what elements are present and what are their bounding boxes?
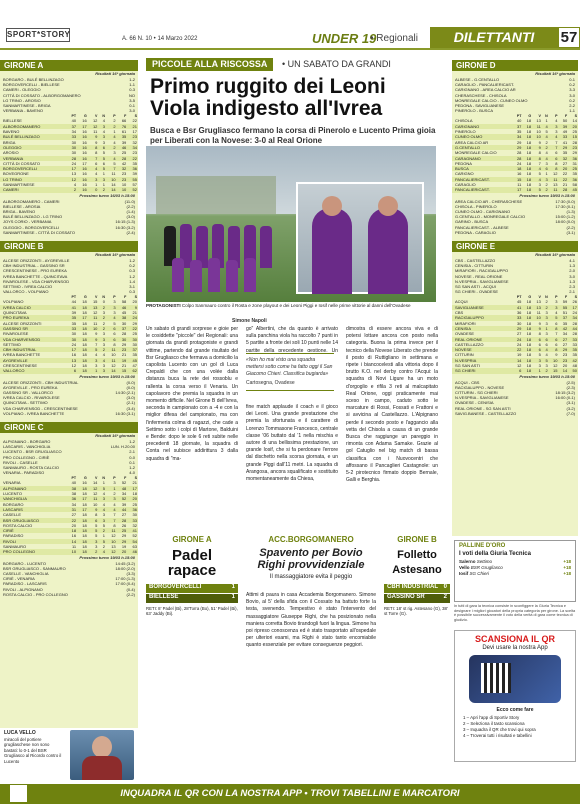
box-borgomanero [246, 534, 376, 764]
match-row: BORGARO - BULÉ BELLINZAGO 1-2 [3, 77, 135, 82]
match-row: G.CENTALLO - MONREGALE CALCIO 15:00 (1-2) [455, 214, 575, 220]
round-label: Risultati 16ª giornata [95, 252, 135, 257]
match-row: GASSINO SR - VALLORCO 14:30 (2-1) [3, 389, 135, 395]
table-row: ROSTA CALCIO 20 18 5 5 8 26 32 [3, 522, 137, 528]
table-row: SG SAN ASTI 12 18 3 3 12 20 48 [455, 362, 577, 368]
palline-doro-box [454, 540, 576, 602]
match-row: PEDONA - CARAGLIO (3-1) [455, 229, 575, 235]
list-item: Iosif SG Chieri +18 [459, 571, 571, 576]
box-header: ACC.BORGOMANERO [268, 535, 354, 544]
table-row: CITTÀ DI COSSATO 24 17 6 6 5 42 35 [3, 160, 137, 166]
match-row: SG SAN ASTI - ACQUI 2-3 [455, 284, 575, 290]
match-row: PEDONA - SAVIGLIANESE 2-2 [455, 103, 575, 109]
standings-left [0, 60, 138, 728]
match-row: AYGREVILLE - PRO EUREKA (0-0) [3, 384, 135, 390]
table-row: ALCESE ORIZZONTI 35 18 11 2 5 30 29 [3, 320, 137, 326]
table-row: BOVEGRONE 13 16 4 1 11 23 39 [3, 171, 137, 177]
box-scorers: RETI: 8' Padel (Bi), 28'Torra (Bo), 51' Padel (Bi), 63' Jaddy (Bi). [146, 606, 238, 617]
round-label: Risultati 16ª giornata [95, 71, 135, 76]
match-row: SAVIG.BANESE - CASTELLAZZO (7-0) [455, 410, 575, 416]
match-row: PINEROLO - BUSCA 1-1 [455, 108, 575, 114]
standings-table: PT G V N P F S BIELLESE 40 16 12 4 2 66 22 ALBORGOMANERO 37 17 12 3 2 76 21 BAVENO 34 16 11 4 1 61 17 BULÉ BELLINZAGO 33 16 9 3 4 35 23 BRIGA 30 16 9 3 4 39 32 OLEGGIO 30 16 8 6 2 46 34 AROSIO 30 16 8 5 3 25 23 VERBANIA 28 16 7 5 4 28 22 CITTÀ DI COSSATO 24 17 6 6 5 42 35 BORGOVERCELLI 17 16 4 5 7 32 36 BOVEGRONE 13 16 4 1 11 23 39 LG TRINO 12 16 3 3 10 23 55 SANMARTINESE 4 16 1 1 14 10 57 CAMERI 2 16 0 2 14 10 52 [0, 113, 138, 192]
box-subtitle: Il massaggiatore evita il peggio [269, 574, 353, 580]
table-row: LUCENTO 38 18 12 4 2 34 18 [3, 491, 137, 497]
page-number: 57 [558, 27, 580, 48]
match-row: CBH INDUSTRIAL - GASSINO SR 0-2 [3, 263, 135, 269]
box-header: GIRONE B [397, 535, 437, 544]
table-row: PINEROLO 35 18 10 5 3 49 25 [455, 129, 577, 135]
table-row: VENARIA 40 16 14 1 3 52 21 [3, 480, 137, 486]
match-row: CIRIÈ - VENARIA 17:00 (1-3) [3, 576, 135, 582]
qr-steps [455, 713, 575, 741]
palline-subtitle: I voti della Giuria Tecnica [459, 551, 531, 557]
table-row: OVADESE 27 18 8 3 7 34 28 [455, 331, 577, 337]
qr-how-to: Ecco come fare [496, 707, 534, 713]
footer-qr-icon [10, 785, 27, 802]
box-group-a [146, 534, 238, 617]
match-row: ALBESE - G.CENTALLO 0-1 [455, 77, 575, 82]
table-row: BAVENO 34 16 11 4 1 61 17 [3, 129, 137, 135]
group-b [0, 241, 138, 416]
table-row: QUINCITAVA 39 18 12 3 3 45 21 [3, 310, 137, 316]
match-row: SANMARTINESE - CITTÀ DI COSSATO (2-4) [3, 229, 135, 235]
table-row: CASELLE 27 18 8 3 7 27 30 [3, 512, 137, 518]
next-round-label: Prossimo turno 16/03 h.15:00 [79, 192, 135, 198]
list-item: Vello BSR Grugliasco +18 [459, 565, 571, 570]
match-row: CRESCENTINESE - PRO EUREKA 0-3 [3, 268, 135, 274]
table-row: REAL ORIONE 24 18 6 6 6 27 33 [452, 337, 578, 342]
match-row: IVREA CALCIO - RIVAROLESE (3-0) [3, 395, 135, 401]
standings-right [452, 60, 578, 536]
standings-table: PT G V N P F S VOLPIANO 44 18 15 0 3 58 20 IVREA CALCIO 41 18 13 2 3 46 9 QUINCITAVA 39 18 12 3 3 45 21 PRO EUREKA 35 17 11 2 4 38 24 ALCESE ORIZZONTI 35 18 11 2 5 30 29 GASSINO SR 33 18 10 2 6 37 22 RIVAROLESE 30 18 9 3 6 28 25 VDA CHARVENSOD 30 18 9 3 6 30 30 SETTIMO 24 18 7 3 8 29 30 CBH INDUSTRIAL 17 18 5 2 11 23 37 IVREA BANCHETTE 16 18 4 4 10 21 35 AYGREVILLE 13 18 3 4 11 19 45 CRESCENTINESE 12 18 3 3 12 21 47 VALLORCO 6 18 1 3 14 15 62 [0, 294, 138, 373]
player-spotlight [0, 728, 138, 782]
score-row-home: CBH INDUSTRIAL 0 [384, 584, 450, 593]
table-row: CENISIA 29 18 9 1 8 42 44 [452, 326, 578, 331]
next-round-label: Prossimo turno 19/03 h.15:00 [519, 373, 575, 379]
player-caption: miracoli del portiere grugliaschese non sono bastati: lo 0-1 del BSR Grugliasco al Ricordo contro il Lucento [4, 737, 62, 764]
table-row: N.VESPRIA 14 18 3 5 10 23 42 [452, 358, 578, 363]
phone-illustration [469, 655, 561, 703]
palline-list [455, 559, 575, 577]
match-row: REAL ORIONE - SG SAN ASTI (3-2) [455, 405, 575, 411]
table-row: AROSIO 30 16 8 5 3 25 23 [3, 150, 137, 156]
match-row: RIVOLI - CASELLE 0-1 [3, 459, 135, 465]
qr-promo [454, 630, 576, 762]
match-row: CUNEO OLMO - CARIGNANO (1-3) [455, 208, 575, 214]
table-row: G.CENTALLO 29 18 9 2 7 29 23 [452, 145, 578, 150]
quote-author: Cartosegna, Ovadese [246, 380, 295, 386]
team-photo [146, 146, 436, 302]
table-row: PRO COLLEGNO 10 18 2 4 12 20 46 [0, 549, 138, 554]
match-row: VALLORCO - VOLPIANO 0-3 [3, 289, 135, 295]
table-row: SETTIMO 24 18 7 3 8 29 30 [3, 341, 137, 347]
results-list [452, 258, 578, 294]
group-header: GIRONE D [452, 60, 578, 71]
article-column-2b: fine match applaude il coach e il gioco dei Leoni. Una grande prestazione che premia la sfortunata e il carattere di Lorenzo Tommasone Francesco, centrale classe '06 buttato dal '1 nella mischia e autore di una bellissima prestazione, un grande Iosif, che si fa perdonare l'errore dal dischetto nella scorsa giornata, e un grande Piggi dall'11 metri. La squadra di Arangosa, ancora squalificato e sostituito momentaneamente da Chiesa, [246, 404, 338, 483]
group-header: GIRONE A [0, 60, 138, 71]
table-row: SANMARTINESE 4 16 1 1 14 10 57 [3, 181, 137, 187]
qr-subtitle: Devi usare la nostra App [482, 645, 548, 651]
table-row: CHISOLA 40 18 13 1 4 50 14 [455, 118, 577, 124]
caption-text: Colpo Sanmauro contro il Rosta e zone playout e dei Leoni Piggi e Iosif nelle prime vittorie al danni dell'Ovadese [181, 303, 411, 308]
list-item: 4 – Troverai tutti i risultati e tabellini [463, 733, 532, 738]
article-byline: Simone Napoli [232, 318, 267, 324]
match-row: PRO COLLEGNO - CIRIÈ 0-0 [3, 454, 135, 460]
next-round-list [452, 380, 578, 416]
table-row: VERBANIA 28 16 7 5 4 28 22 [0, 156, 138, 161]
table-row: PARADISO 16 18 5 1 12 29 52 [3, 533, 137, 539]
match-row: BULÉ BELLINZAGO - LG TRINO (3-0) [3, 214, 135, 220]
table-row: AREA CALCIO AR 29 18 9 2 7 41 28 [455, 139, 577, 145]
list-item: 2 – Seleziona il tasto scansiona [463, 721, 525, 726]
match-row: CASELLE - VANCHIGLIA (3-3) [3, 570, 135, 576]
match-row: VOLPIANO - IVREA BANCHETTE 16:30 (3-1) [3, 410, 135, 416]
qr-title: SCANSIONA IL QR [474, 634, 555, 644]
list-item: Salerno Settimo +18 [459, 559, 571, 564]
section-title: UNDER 19 [312, 31, 377, 46]
footer-text: INQUADRA IL QR CON LA NOSTRA APP • TROVI TABELLINI E MARCATORI [120, 788, 460, 799]
table-row: RACIGALUPPO 33 18 10 3 5 37 34 [452, 315, 578, 320]
table-row: PANCALIERICAST. 17 18 5 2 11 28 45 [452, 187, 578, 192]
match-row: CENISIA - CITTURIN 1-3 [455, 263, 575, 269]
table-row: BORGARO 34 18 10 4 4 39 25 [3, 501, 137, 507]
match-row: ALCESE ORIZZONTI - AYGREVILLE 1-2 [3, 258, 135, 263]
match-row: VENARIA - PARADISO 4-0 [3, 470, 135, 476]
table-row: BUSCA 18 18 4 6 8 20 25 [452, 166, 578, 171]
player-photo [70, 730, 134, 780]
next-round-label: Prossimo turno 19/03 h.15:00 [79, 373, 135, 379]
article-kicker-sub: • UN SABATO DA GRANDI [282, 59, 391, 69]
list-item: 3 – Inquadra il QR che trovi qui sopra [463, 727, 536, 732]
table-row: MIRAFIORI 30 18 9 3 6 35 28 [455, 320, 577, 326]
match-row: OLEGGIO - BORGOVERCELLI 16:30 (3-2) [3, 224, 135, 230]
palline-title: PALLINE D'ORO [459, 543, 506, 549]
player-name: LUCA VELLO [4, 730, 36, 736]
table-row: LASCARIS 31 17 9 4 4 44 36 [0, 507, 138, 512]
table-row: VALLORCO 6 18 1 3 14 15 62 [0, 368, 138, 373]
table-row: BULÉ BELLINZAGO 33 16 9 3 4 35 23 [0, 134, 138, 139]
match-row: ALPIGNANO - BORGARO 1-2 [3, 439, 135, 444]
match-row: CITTÀ DI COSSATO - ALBORGOMANERO NO [3, 92, 135, 98]
next-round-label: Prossimo turno 19/03 h.15:00 [79, 554, 135, 560]
match-row: SANMARTINESE - BRIGA 0-1 [3, 103, 135, 109]
table-row: PANCALIERICAST. 15 18 4 3 11 22 36 [452, 177, 578, 182]
article-headline: Primo ruggito dei Leoni Viola indigesto all'Ivrea [150, 75, 386, 120]
results-list [452, 77, 578, 113]
table-row: CIRIÈ 18 18 5 2 11 25 41 [0, 528, 138, 533]
match-row: SG CHIERI - OVADESE 2-1 [455, 289, 575, 295]
table-row: CASTELLAZZO 24 18 6 6 6 27 33 [455, 341, 577, 347]
match-row: QUINCITAVA - SETTIMO (2-1) [3, 400, 135, 406]
results-list [0, 258, 138, 294]
match-row: MIRAFIORI - RACIGALUPPO 2-0 [455, 268, 575, 274]
table-row: LG TRINO 12 16 3 3 10 23 55 [0, 177, 138, 182]
table-row: CBS 36 18 11 3 4 51 24 [455, 310, 577, 316]
match-row: SETTIMO - IVREA CALCIO 3-1 [3, 284, 135, 290]
table-row: OLEGGIO 30 16 8 6 2 46 34 [0, 145, 138, 150]
match-row: AREA CALCIO AR - CHERASCHESE 17:30 (0-0) [455, 198, 575, 204]
palline-note: In tutti di gara la tecnica consiste in sconfiggere la Giuria Tecnica e designare i migliori giocatori della propria categoria per girone. La scelta è possibile successivamente il voto della verità di gara come tecnica di giudizio. [454, 604, 576, 622]
match-row: CITTURIN - SG CHIERI 18:15 (3-2) [455, 389, 575, 395]
box-text: Attimi di paura in casa Accademia Borgomanero. Simone Bovio, al 5' della sfida con il Cossato ha battuto forte la testa, svenendo. Tempestivo è stato l'intervento del massaggiatore Giuseppe Righi, che ha posizionato nella maniera corretta Bovio tirandogli fuori la lingua. Simone ha poi ripreso conoscenza ed è stato trasportato all'ospedale per ulteriori esami, ma Righi è stato tanto encomiabile quanto essenziale per evitare conseguenze peggiori. [246, 592, 376, 649]
match-row: CARAGLIO - PANCALIERICAST. 0-2 [455, 82, 575, 88]
match-row: MONREGALE CALCIO - CUNEO OLMO 0-2 [455, 97, 575, 103]
table-row: VOLPIANO 44 18 15 0 3 58 20 [3, 299, 137, 305]
match-row: LG TRINO - AROSIO 3-5 [3, 97, 135, 103]
match-row: PARADISO - LASCARIS 17:00 (0-4) [3, 581, 135, 587]
table-row: VANCHIGLIA 36 17 11 3 3 52 20 [0, 496, 138, 501]
table-row: SANMAURO 11 18 3 2 13 19 63 [3, 543, 137, 549]
match-row: BIELLESE - AROSIA (2-2) [3, 203, 135, 209]
list-item: 1 – Apri l'app di Sportiv Story [463, 715, 520, 720]
group-header: GIRONE E [452, 241, 578, 252]
table-row: RIVAROLESE 30 18 9 3 6 28 25 [3, 331, 137, 337]
match-row: RIVAROLESE - VDA CHARVENSOD 1-4 [3, 278, 135, 284]
table-row: CARAGLIO 11 18 3 2 13 21 58 [455, 181, 577, 187]
table-row: GASSINO SR 33 18 10 2 6 37 22 [0, 326, 138, 331]
table-row: BSR GRUGLIASCO 22 18 6 3 7 28 33 [0, 518, 138, 523]
next-round-list [0, 380, 138, 416]
match-row: NOVESE - REAL ORIONE 3-0 [455, 273, 575, 279]
article-subhead: Busca e Bsr Grugliasco fermano la corsa di Pinerolo e Lucento Prima gioia per Liberati con la Novese: 3-0 al Real Orione [150, 126, 436, 145]
table-row: IVREA CALCIO 41 18 13 2 3 46 9 [0, 305, 138, 310]
group-d [452, 60, 578, 235]
match-row: BORGOVERCELLI - BIELLESE 1-1 [3, 82, 135, 88]
box-title: Folletto Astesano [392, 549, 442, 576]
box-group-b [384, 534, 450, 617]
match-row: BSR GRUGLIASCO - SANMAURO 18:00 (2-0) [3, 565, 135, 571]
box-scorers: RETI: 18' st rig. Astesano (G), 38' st Torre (G). [384, 606, 448, 617]
match-row: ALBORGOMANERO - CAMERI (11-0) [3, 198, 135, 204]
table-row: BORGOVERCELLI 17 16 4 5 7 32 36 [0, 166, 138, 171]
table-row: IVREA BANCHETTE 16 18 4 4 10 21 35 [3, 352, 137, 358]
match-row: GARINO - BUSCA 18:00 (0-0) [455, 219, 575, 225]
standings-table: PT G V N P F S CHISOLA 40 18 13 1 4 50 14 CARIGNANO 37 18 11 4 3 39 20 PINEROLO 35 18 10 5 3 49 25 CUNEO OLMO 34 18 10 4 4 33 15 AREA CALCIO AR 29 18 9 2 7 41 28 G.CENTALLO 29 18 9 2 7 29 23 MONREGALE CALCIO 28 18 8 4 6 35 29 CARAGNANO 28 18 8 4 6 32 36 PEDONA 24 18 7 3 8 27 31 BUSCA 18 18 4 6 8 20 25 CARIGNO 16 18 5 1 12 22 35 PANCALIERICAST. 15 18 4 3 11 22 36 CARAGLIO 11 18 3 2 13 21 58 PANCALIERICAST. 17 18 5 2 11 28 45 [452, 113, 578, 192]
table-row: ACQUI 45 18 13 2 3 59 26 [455, 299, 577, 305]
table-row: ALPIGNANO 38 18 12 5 1 48 17 [0, 486, 138, 491]
table-row: BIELLESE 40 16 12 4 2 66 22 [3, 118, 137, 124]
article-column-1: Un sabato di grandi sorprese e gioie per le cosiddette "piccole" dei Regionali: una giornata da grandi protagoniste e grandi vittime, partendo dal grande risultato del Bsr Grugliasco che fermava a domicilio la capolista Lucento con un gol di Luca Crepaldi che con una volée dalla distanza buca la rete dei rossoblu e rallenta la corsa verso il Venaria. Un capolavoro che premia la squadra in un momento difficile. Nel Girone B dell'Ivrea, seconda in campionato con a -4 e con la miglior difesa del campionato, ma con l'infermeria colma di ragazzi, che cade a Settimo sotto i colpi di Martone, Balduini e Bende: dopo le sole 6 reti subite nelle precedenti 18 giornate, la squadra di Conta nel subisce addirittura 3 dalla squadra di "ma- [146, 326, 238, 462]
quote-text: «Non ho mai visto una squadra mettersi sotto come ha fatto oggi il San Giacomo Chieri. Classifica bugiarda» [246, 357, 333, 377]
box-title: Spavento per Bovio Righi provvidenziale [257, 547, 365, 571]
round-label: Risultati 16ª giornata [95, 433, 135, 438]
table-row: PEDONA 24 18 7 3 8 27 31 [455, 160, 577, 166]
article-column-2a: go" Albertini, che da quanto è arrivato sulla panchina viola ha raccolto 7 punti in 5 partite a fronte dei soli 10 punti nelle 14 partite della precedente gestione. Un [246, 326, 338, 352]
results-list [0, 77, 138, 113]
match-row: VERBANIA - BAVENO 3-0 [3, 108, 135, 114]
table-row: CRESCENTINESE 12 18 3 3 12 21 47 [3, 362, 137, 368]
group-a [0, 60, 138, 235]
round-label: Risultati 16ª giornata [535, 71, 575, 76]
footer-banner [0, 784, 580, 804]
match-row: IVREA BANCHETTE - QUINCITAVA 1-2 [3, 273, 135, 279]
caption-label: PROTAGONISTI [146, 303, 181, 308]
issue-info: A. 66 N. 10 • 14 Marzo 2022 [122, 36, 198, 42]
match-row: VDA CHARVENSOD - CRESCENTINESE (3-4) [3, 405, 135, 411]
table-row: CUNEO OLMO 34 18 10 4 4 33 15 [452, 134, 578, 139]
group-e [452, 241, 578, 416]
table-row: AYGREVILLE 13 18 3 4 11 19 45 [0, 358, 138, 363]
section-region: • Regionali [370, 33, 418, 44]
box-header: GIRONE A [172, 535, 212, 544]
box-title: Padel rapace [167, 547, 217, 579]
score-row-away: GASSINO SR 2 [384, 594, 450, 603]
table-row: CAMERI 2 16 0 2 14 10 52 [0, 187, 138, 192]
table-row: PRO EUREKA 35 17 11 2 4 38 24 [0, 315, 138, 320]
results-list [0, 439, 138, 475]
next-round-list [0, 199, 138, 235]
qr-code-icon [481, 663, 511, 693]
category-banner: DILETTANTI [430, 27, 558, 48]
table-row: ALBORGOMANERO 37 17 12 3 2 76 21 [0, 124, 138, 129]
match-row: BRIGA - BAVENO (1-4) [3, 208, 135, 214]
match-row: CARIGNANO - AREA CALCIO AR 3-3 [455, 87, 575, 93]
match-row: ACQUI - CBS (2-5) [455, 379, 575, 385]
group-header: GIRONE B [0, 241, 138, 252]
match-row: SANMAURO - ROSTA CALCIO 1-2 [3, 465, 135, 471]
match-row: CAMERI - OLEGGIO 0-3 [3, 87, 135, 93]
score-row-home: BORGOVERCELLI 1 [146, 584, 238, 593]
match-row: JOYS CORIO - VERBANIA 16:15 (1-3) [3, 219, 135, 225]
table-row: BRIGA 30 16 9 3 4 39 32 [3, 139, 137, 145]
match-row: RACIGALUPPO - NOVESE (2-3) [455, 384, 575, 390]
table-row: NOVESE 22 18 6 4 8 29 35 [452, 347, 578, 352]
match-row: LASCARIS - VANCHIGLIA LUN. H.20.00 [3, 444, 135, 450]
article-column-3: dimostra di essere ancora viva e di potersi lottare ancora con posto nella categoria. Buona la prima invece per il tecnico della Novese Liberato che prende il posto di Ruttigliano in settimana e ripete i biancocelesti alla vittoria dopo il brutto K.O. nel derby contro l'Acqui: la squadra di Novi Ligure ha un moto d'orgoglio e rifila 3 reti al malcapitato Real Orione, oggi praticamente mai sceso in campo, caduto sotto le marcature di Rossi, Fossati e Frattoni e si avvicina al Castellazzo. L'Alpignano perde il secondo posto e l'aggancio alla vetta del Chisola a causa di un grande Busca che raggiunge un pareggio in rimonta con Adama Samake. Grazie al gol Catuglio nel big match di bassa classifica con i Nuovocentri che affossano il Pancaglieri Castagnole: un 5-2 pirotecnico firmato doppio Bernale, Galli e Berghia. [346, 326, 438, 484]
match-row: N.VESPRIA - SAVIGLIANESE 1-3 [455, 278, 575, 284]
group-c [0, 422, 138, 597]
table-row: MONREGALE CALCIO 28 18 8 4 6 35 29 [455, 150, 577, 156]
photo-caption [146, 303, 436, 309]
table-row: VDA CHARVENSOD 30 18 9 3 6 30 30 [0, 337, 138, 342]
match-row: CBS - CASTELLAZZO 4-1 [455, 258, 575, 263]
next-round-list [452, 199, 578, 235]
score-row-away: BIELLESE 1 [146, 594, 238, 603]
round-label: Risultati 16ª giornata [535, 252, 575, 257]
match-row: CHERASCHESE - CHISOLA 3-0 [455, 92, 575, 98]
match-row: PANCALIERICAST. - ALBESE (2-2) [455, 224, 575, 230]
match-row: LUCENTO - BSR GRUGLIASCO 2-1 [3, 449, 135, 455]
group-header: GIRONE C [0, 422, 138, 433]
next-round-list [0, 561, 138, 597]
table-row: SAVIGLIANESE 41 18 13 2 3 55 17 [452, 305, 578, 310]
match-row: CHISOLA - PINEROLO 17:30 (0-1) [455, 203, 575, 209]
table-row: CBH INDUSTRIAL 17 18 5 2 11 23 37 [0, 347, 138, 352]
next-round-label: Prossimo turno 19/03 h.15:00 [519, 192, 575, 198]
match-row: N.VESPRIA - SAVIGLIANESE 16:00 (0-1) [455, 395, 575, 401]
article-kicker: PICCOLE ALLA RISCOSSA [146, 58, 273, 71]
table-row: CARIGNO 16 18 5 1 12 22 35 [455, 171, 577, 177]
match-row: ROSTA CALCIO - PRO COLLEGNO (2-2) [3, 591, 135, 597]
standings-table: PT G V N P F S ACQUI 45 18 13 2 3 59 26 SAVIGLIANESE 41 18 13 2 3 55 17 CBS 36 18 11 3 4 51 24 RACIGALUPPO 33 18 10 3 5 37 34 MIRAFIORI 30 18 9 3 6 35 28 CENISIA 29 18 9 1 8 42 44 OVADESE 27 18 8 3 7 34 28 REAL ORIONE 24 18 6 6 6 27 33 CASTELLAZZO 24 18 6 6 6 27 33 NOVESE 22 18 6 4 8 29 35 CITTURIN 19 18 5 4 9 23 35 N.VESPRIA 14 18 3 5 10 23 42 SG SAN ASTI 12 18 3 3 12 20 48 SG CHIERI 6 18 1 2 15 14 50 [452, 294, 578, 373]
match-row: OVADESE - CENISIA (3-1) [455, 400, 575, 406]
table-row: RIVOLI 14 18 3 5 10 29 54 [0, 539, 138, 544]
table-row: CARIGNANO 37 18 11 4 3 39 20 [452, 124, 578, 129]
standings-table: PT G V N P F S VENARIA 40 16 14 1 3 52 21 ALPIGNANO 38 18 12 5 1 48 17 LUCENTO 38 18 12 4 2 34 18 VANCHIGLIA 36 17 11 3 3 52 20 BORGARO 34 18 10 4 4 39 25 LASCARIS 31 17 9 4 4 44 36 CASELLE 27 18 8 3 7 27 30 BSR GRUGLIASCO 22 18 6 3 7 28 33 ROSTA CALCIO 20 18 5 5 8 26 32 CIRIÈ 18 18 5 2 11 25 41 PARADISO 16 18 5 1 12 29 52 RIVOLI 14 18 3 5 10 29 54 SANMAURO 11 18 3 2 13 19 63 PRO COLLEGNO 10 18 2 4 12 20 46 [0, 475, 138, 554]
table-row: SG CHIERI 6 18 1 2 15 14 50 [452, 368, 578, 373]
pull-quote [246, 353, 334, 391]
table-row: CARAGNANO 28 18 8 4 6 32 36 [452, 156, 578, 161]
masthead-logo: SPORT*STORY [6, 28, 70, 42]
match-row: BORGARO - LUCENTO 14:45 (3-2) [3, 560, 135, 566]
table-row: CITTURIN 19 18 5 4 9 23 35 [455, 352, 577, 358]
match-row: ALCESE ORIZZONTI - CBH INDUSTRIAL (0-0) [3, 379, 135, 385]
match-row: RIVOLI - ALPIGNANO (0-4) [3, 586, 135, 592]
